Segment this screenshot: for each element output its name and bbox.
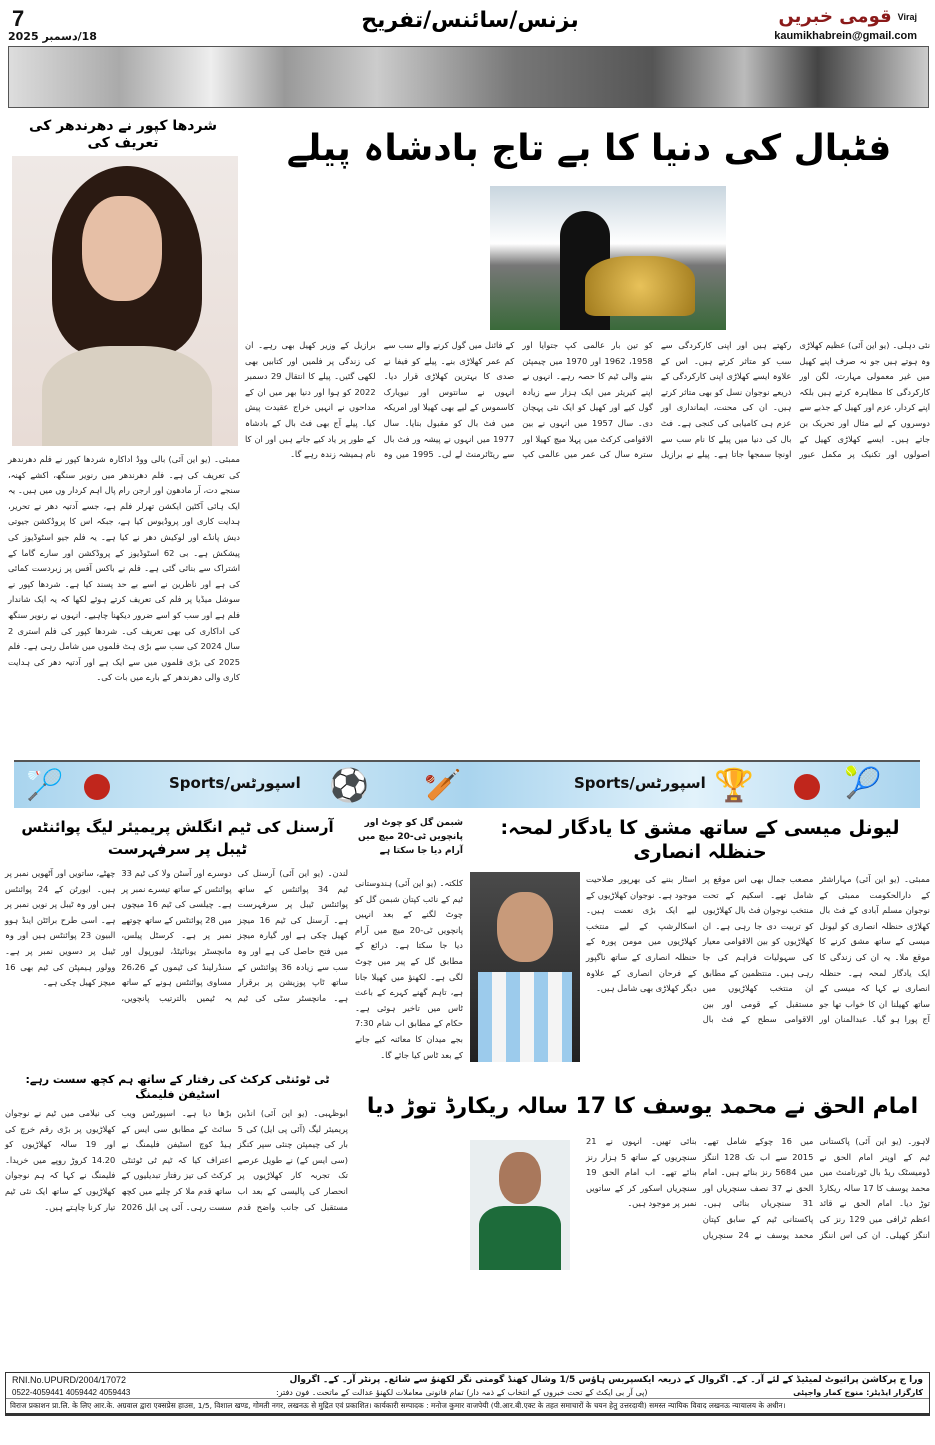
arsenal-headline: آرسنل کی ٹیم انگلش پریمیئر لیگ پوائنٹس ٹیبل پر سرفہرست bbox=[21, 818, 334, 858]
football-icon: ⚽ bbox=[329, 766, 369, 804]
shraddha-article-body bbox=[8, 452, 240, 686]
arsenal-article-body bbox=[5, 866, 348, 1006]
imam-article-body bbox=[586, 1134, 930, 1243]
cricket-ball-icon-2 bbox=[794, 774, 820, 800]
messi-headline: لیونل میسی کے ساتھ مشق کا یادگار لمحہ: حنظلہ انصاری bbox=[500, 817, 900, 863]
paper-name: قومی خبریں bbox=[778, 6, 892, 27]
messi-body: ممبئی۔ (یو این آئی) مہاراشٹر کے دارالحکومت ممبئی کے نوجوان مسلم آبادی کے فٹ بال کھلاڑی حنظلہ انصاری کو لیونل میسی کے ساتھ مشق کرنے کا موقع ملا۔ یہ ان کی زندگی کا ایک یادگار لمحہ ہے۔ حنظلہ انصاری نے کہا کہ میسی کے ساتھ کھیلنا ان کا خواب تھا جو آج پورا ہو گیا۔ عبدالمنان اور مصعب جمال بھی اس موقع پر شامل تھے۔ اسکیم کے تحت منتخب نوجوان فٹ بال کھلاڑیوں کو تربیت دی جا رہی ہے۔ ان کھلاڑیوں کو بین الاقوامی معیار کی سہولیات فراہم کی جا رہی ہیں۔ منتظمین کے مطابق ان منتخب کھلاڑیوں میں مستقبل کے قومی اور بین الاقوامی سطح کے فٹ بال اسٹار بننے کی بھرپور صلاحیت موجود ہے۔ نوجوان کھلاڑیوں کے لیے ایک بڑی نعمت ہیں۔ اسکالرشپ کے لیے منتخب کھلاڑیوں میں مومن پورہ کے حنظلہ انصاری کے ساتھ ناگپور کے فرحان انصاری کے علاوہ دیگر کھلاڑی بھی شامل ہیں۔ bbox=[586, 874, 930, 1025]
shraddha-photo bbox=[12, 156, 238, 446]
pele-photo bbox=[490, 186, 726, 330]
imam-body: لاہور۔ (یو این آئی) پاکستانی ٹیم کے اوپنر امام الحق نے ڈومیسٹک ریڈ بال ٹورنامنٹ میں محمد یوسف کا 17 سالہ ریکارڈ توڑ دیا۔ امام الحق نے قائد اعظم ٹرافی میں 129 رنز کی اننگز کھیلی۔ ان کی اس اننگز میں 16 چوکے شامل تھے۔ 2015 سے اب تک 128 اننگز میں 5684 رنز بنائے ہیں۔ امام الحق نے 37 نصف سنچریاں اور 31 سنچریاں بنائی ہیں۔ پاکستانی ٹیم کے سابق کپتان محمد یوسف نے 24 سنچریاں بنائی تھیں۔ انہوں نے 21 سنچریوں کے ساتھ 5 ہزار رنز بنائے تھے۔ اب امام الحق 19 سنچریاں اسکور کر کے ساتویں نمبر پر موجود ہیں۔ bbox=[586, 1136, 930, 1240]
footer bbox=[5, 1372, 930, 1416]
shraddha-headline: شردھا کپور نے دھرندھر کی تعریف کی bbox=[29, 118, 217, 151]
footer-note: (پی آر بی ایکٹ کے تحت خبروں کے انتخاب کے ذمہ دار) تمام قانونی معاملات لکھنؤ عدالت کے ماتحت۔ فون دفتر: bbox=[275, 1388, 648, 1397]
banner-label-right: Sports/اسپورٹس bbox=[574, 774, 706, 792]
trophy-icon: 🏆 bbox=[714, 766, 754, 804]
footer-editor: کارگزار ایڈیٹر: منوج کمار واجپئی bbox=[793, 1388, 923, 1397]
shuttlecock-icon: 🏸 bbox=[26, 768, 64, 803]
footer-publisher-line: ورا ج پرکاشن پرائیوٹ لمیٹیڈ کے لئے آر۔ کے۔ اگروال کے ذریعہ ایکسپریس ہاؤس 1/5 وشال کھنڈ گومتی نگر لکھنؤ سے شائع۔ پرنٹر آر۔ کے۔ اگروال bbox=[289, 1375, 923, 1385]
cricketer-icon: 🏏 bbox=[424, 768, 462, 803]
header-image-strip bbox=[8, 46, 929, 108]
messi-photo bbox=[470, 872, 580, 1062]
section-title: بزنس/سائنس/تفریح bbox=[361, 8, 579, 33]
email: kaumikhabrein@gmail.com bbox=[774, 30, 917, 42]
banner-label-left: Sports/اسپورٹس bbox=[169, 774, 301, 792]
logo-text: Viraj bbox=[897, 11, 917, 22]
cricket-ball-icon bbox=[84, 774, 110, 800]
shraddha-body: ممبئی۔ (یو این آئی) بالی ووڈ اداکارہ شردھا کپور نے فلم دھرندھر کی تعریف کی ہے۔ فلم دھرندھر میں رنویر سنگھ، اکشے کھنہ، سنجے دت، آر مادھون اور ارجن رام پال اہم کردار وں میں ہیں۔ یہ ایک ہائی آکٹین ایکشن تھرلر فلم ہے، جسے آدتیہ دھر نے تحریر، ہدایت کاری اور پروڈیوس کیا ہے، جبکہ اس کا پروڈکشن جیوتی دیش پانڈے اور لوکیش دھر نے کیا ہے۔ یہ فلم جیو اسٹوڈیوز کی پیشکش ہے۔ بی 62 اسٹوڈیوز کے پروڈکشن اور سارے گاما کے اشتراک سے بنائی گئی ہے۔ فلم نے باکس آفس پر زبردست کمائی کی ہے اور ناظرین نے اسے بے حد پسند کیا ہے۔ شردھا کپور نے سوشل میڈیا پر فلم کی تعریف کرتے ہوئے لکھا کہ یہ ایک شاندار فلم ہے اور سب کو اسے ضرور دیکھنا چاہیے۔ انہوں نے رنویر سنگھ کی اداکاری کی بھی تعریف کی۔ شردھا کپور کی فلم استری 2 سال 2024 کی سب سے بڑی ہٹ فلموں میں شامل رہی ہے۔ فلم 2025 کی بڑی فلموں میں سے ایک ہے اور آدتیہ دھر کی ہدایت کاری والی دھرندھر کے بارے میں بات کی۔ bbox=[8, 454, 240, 683]
page-number: 7 bbox=[12, 6, 25, 31]
pele-body: نئی دہلی۔ (یو این آئی) عظیم کھلاڑی وہ ہوتے ہیں جو نہ صرف اپنے کھیل میں غیر معمولی مہارت، لگن اور کارکردگی کا مظاہرہ کرتے ہیں بلکہ اپنے کردار، عزم اور کھیل کے جذبے سے دوسروں کے لیے مثال اور تحریک بن جاتے ہیں۔ ایسے کھلاڑی کھیل کے اصولوں اور تکنیک پر مکمل عبور رکھتے ہیں اور اپنی کارکردگی سے سب کو متاثر کرتے ہیں۔ اس کے علاوہ ایسے کھلاڑی اپنی کارکردگی کے ذریعے نوجوان نسل کو بھی متاثر کرتے ہیں۔ ان کی محنت، ایمانداری اور عزم ہی کامیابی کی کنجی ہے۔ فٹ بال کی دنیا میں پیلے کا نام سب سے اونچا سمجھا جاتا ہے۔ پیلے نے برازیل کو تین بار عالمی کپ جتوایا اور 1958، 1962 اور 1970 میں چیمپئن بننے والی ٹیم کا حصہ رہے۔ انہوں نے اپنے کیریئر میں ایک ہزار سے زیادہ گول کیے اور کھیل کو ایک نئی پہچان دی۔ سال 1957 میں انہوں نے بین الاقوامی کرکٹ میں پہلا میچ کھیلا اور سترہ سال کی عمر میں عالمی کپ کے فائنل میں گول کرنے والے سب سے کم عمر کھلاڑی بنے۔ پیلے کو فیفا نے صدی کا بہترین کھلاڑی قرار دیا۔ انہوں نے سانتوس اور نیویارک کاسموس کے لیے بھی کھیلا اور امریکہ میں فٹ بال کو مقبول بنایا۔ سال 1977 میں انہوں نے پیشہ ور فٹ بال سے ریٹائرمنٹ لے لی۔ 1995 میں وہ برازیل کے وزیر کھیل بھی رہے۔ ان کی زندگی پر فلمیں اور کتابیں بھی لکھی گئیں۔ پیلے کا انتقال 29 دسمبر 2022 کو ہوا اور دنیا بھر میں ان کے مداحوں نے انہیں خراج عقیدت پیش کیا۔ پیلے آج بھی فٹ بال کے بادشاہ کے طور پر یاد کیے جاتے ہیں اور ان کا نام ہمیشہ زندہ رہے گا۔ bbox=[245, 340, 930, 460]
messi-article-body bbox=[586, 872, 930, 1028]
fleming-article bbox=[5, 1106, 348, 1215]
rni-number: RNI.No.UPURD/2004/17072 bbox=[12, 1375, 127, 1385]
imam-photo bbox=[470, 1140, 570, 1270]
tennis-icon: 🎾 bbox=[844, 766, 882, 801]
fleming-headline: ٹی ٹوئنٹی کرکٹ کی رفتار کے ساتھ ہم کچھ سست رہے: اسٹیفن فلیمنگ bbox=[25, 1073, 330, 1101]
phone-numbers: 0522-4059441 4059442 4059443 bbox=[12, 1388, 131, 1397]
shubman-headline: شبمن گل کو چوٹ اور پانچویں ٹی-20 میچ میں آرام دیا جا سکتا ہے bbox=[358, 818, 463, 856]
pele-article-body bbox=[245, 338, 930, 463]
paper-logo bbox=[778, 6, 917, 27]
fleming-body: ابوظہبی۔ (یو این آئی) انڈین پریمیئر لیگ (آئی پی ایل) کی 5 بار کی چیمپئن چنئی سپر کنگز (سی ایس کے) نے طویل عرصے تک تجربہ کار کھلاڑیوں پر انحصار کی پالیسی کے بعد اب مستقبل کی جانب واضح قدم بڑھا دیا ہے۔ اسپورٹس ویب سائٹ کے مطابق سی ایس کے ہیڈ کوچ اسٹیفن فلیمنگ نے اعتراف کیا کہ ٹیم ٹی ٹوئنٹی کرکٹ کی تیز رفتار تبدیلیوں کے ساتھ قدم ملا کر چلنے میں کچھ سست رہی۔ آئی پی ایل 2026 کی نیلامی میں ٹیم نے نوجوان کھلاڑیوں پر بڑی رقم خرچ کی اور 19 سالہ کھلاڑیوں کو 14.20 کروڑ روپے میں خریدا۔ فلیمنگ نے کہا کہ ہم نوجوان کھلاڑیوں کے ساتھ ایک نئی ٹیم تیار کرنا چاہتے ہیں۔ bbox=[5, 1108, 348, 1212]
issue-date: 18/دسمبر 2025 bbox=[8, 30, 97, 43]
arsenal-body: لندن۔ (یو این آئی) آرسنل کی ٹیم 34 پوائنٹس کے ساتھ پوائنٹس ٹیبل پر سرفہرست ہے۔ آرسنل کی ٹیم 16 میچز کھیل چکی ہے اور گیارہ میچز میں فتح حاصل کی ہے اور وہ سب سے زیادہ 36 پوائنٹس کے ساتھ ٹاپ پوزیشن پر برقرار ہے۔ مانچسٹر سٹی کی ٹیم دوسرے اور آسٹن ولا کی ٹیم 33 پوائنٹس کے ساتھ تیسرے نمبر پر ہے۔ چیلسی کی ٹیم 16 میچوں میں 28 پوائنٹس کے ساتھ چوتھے نمبر پر ہے۔ کرسٹل پیلس، مانچسٹر یونائیٹڈ، لیورپول اور سنڈرلینڈ کی ٹیموں کے 26،26 مساوی پوائنٹس ہونے کے ساتھ یہ ٹیمیں بالترتیب پانچویں، چھٹے، ساتویں اور آٹھویں نمبر پر ہیں۔ ایورٹن کے 24 پوائنٹس ہیں اور وہ ٹیبل پر نویں نمبر پر ہے۔ اسی طرح برائٹن اینڈ ہوو البیون 23 پوائنٹس ہیں اور وہ ٹیبل پر دسویں نمبر پر ہے۔ وولور ہیمپٹن کی ٹیم بھی 16 میچز کھیل چکی ہے۔ bbox=[5, 868, 348, 1003]
footer-hindi-line: विराज प्रकाशन प्रा.लि. के लिए आर.के. अग्रवाल द्वारा एक्सप्रेस हाउस, 1/5, विशाल खण्ड, गोमती नगर, लखनऊ से मुद्रित एवं प्रकाशित। कार्यकारी सम्पादक : मनोज कुमार वाजपेयी (पी.आर.बी.एक्ट के तहत समाचारों के चयन हेतु उत्तरदायी) समस्त न्यायिक विवाद लखनऊ न्यायालय के अधीन। bbox=[6, 1398, 929, 1413]
imam-headline: امام الحق نے محمد یوسف کا 17 سالہ ریکارڈ توڑ دیا bbox=[366, 1094, 919, 1119]
sports-banner bbox=[14, 760, 920, 808]
pele-headline: فٹبال کی دنیا کا بے تاج بادشاہ پیلے bbox=[286, 128, 892, 169]
shubman-body: کلکتہ۔ (یو این آئی) ہندوستانی ٹیم کے نائب کپتان شبمن گل کو چوٹ لگنے کے بعد انہیں پانچویں ٹی-20 میچ میں آرام دیا جا سکتا ہے۔ ذرائع کے مطابق گل کے پیر میں چوٹ لگی ہے۔ لکھنؤ میں کھیلا جانا ہے، تاہم گھنے کہرے کے باعث ٹاس میں تاخیر ہوئی ہے۔ حکام کے مطابق اب شام 7:30 بجے میدان کا معائنہ کیے جانے کے بعد ٹاس کیا جائے گا۔ bbox=[355, 878, 463, 1060]
